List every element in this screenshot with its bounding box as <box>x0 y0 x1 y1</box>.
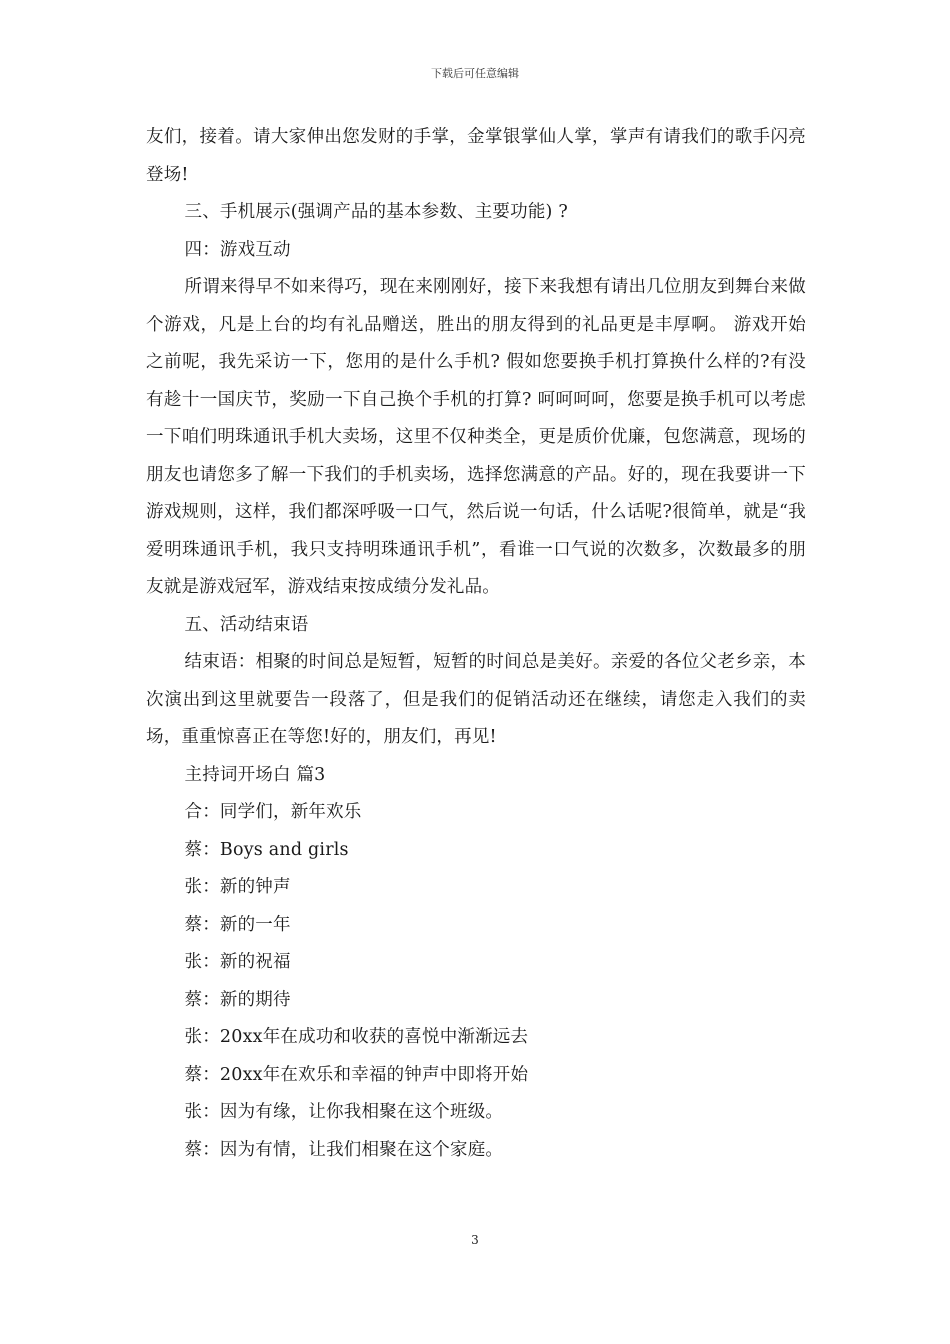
section-heading-phone-display: 三、手机展示(强调产品的基本参数、主要功能) ? <box>184 202 568 222</box>
section-heading-closing: 五、活动结束语 <box>184 614 309 635</box>
document-body <box>146 119 806 1169</box>
dialogue-line: 张：新的祝福 <box>184 952 291 972</box>
dialogue-line: 蔡：新的一年 <box>184 914 291 935</box>
paragraph-continuation: 友们，接着。请大家伸出您发财的手掌，金掌银掌仙人掌，掌声有请我们的歌手闪亮登场! <box>146 127 806 185</box>
dialogue-line: 合：同学们，新年欢乐 <box>184 802 362 822</box>
paragraph-game-intro: 所谓来得早不如来得巧，现在来刚刚好，接下来我想有请出几位朋友到舞台来做个游戏，凡是上台的均有礼品赠送，胜出的朋友得到的礼品更是丰厚啊。 游戏开始之前呢，我先采访一下，您用的是什么手机? 假如您要换手机打算换什么样的?有没有趁十一国庆节，奖励一下自己换个手机的打算? 呵呵呵呵，您要是换手机可以考虑一下咱们明珠通讯手机大卖场，这里不仅种类全，更是质价优廉，包您满意，现场的朋友也请您多了解一下我们的手机卖场，选择您满意的产品。好的，现在我要讲一下游戏规则，这样，我们都深呼吸一口气，然后说一句话，什么话呢?很简单，就是“我爱明珠通讯手机，我只支持明珠通讯手机”，看谁一口气说的次数多，次数最多的朋友就是游戏冠军，游戏结束按成绩分发礼品。 <box>146 277 806 597</box>
dialogue-line: 蔡：因为有情，让我们相聚在这个家庭。 <box>184 1139 504 1160</box>
dialogue-line: 蔡：20xx年在欢乐和幸福的钟声中即将开始 <box>184 1064 529 1085</box>
section-heading-game: 四：游戏互动 <box>184 239 291 260</box>
dialogue-line: 张：20xx年在成功和收获的喜悦中渐渐远去 <box>184 1027 529 1047</box>
dialogue-line: 蔡：新的期待 <box>184 989 291 1010</box>
page-header: 下载后可任意编辑 <box>431 67 519 80</box>
dialogue-line: 张：新的钟声 <box>184 877 291 897</box>
paragraph-closing-remarks: 结束语：相聚的时间总是短暂，短暂的时间总是美好。亲爱的各位父老乡亲，本次演出到这里就要告一段落了，但是我们的促销活动还在继续，请您走入我们的卖场，重重惊喜正在等您!好的，朋友们，再见! <box>146 652 806 747</box>
dialogue-line: 张：因为有缘，让你我相聚在这个班级。 <box>184 1102 504 1122</box>
section-heading-part-3: 主持词开场白 篇3 <box>184 764 326 785</box>
dialogue-line: 蔡：Boys and girls <box>184 839 349 860</box>
page-number: 3 <box>471 1233 479 1247</box>
